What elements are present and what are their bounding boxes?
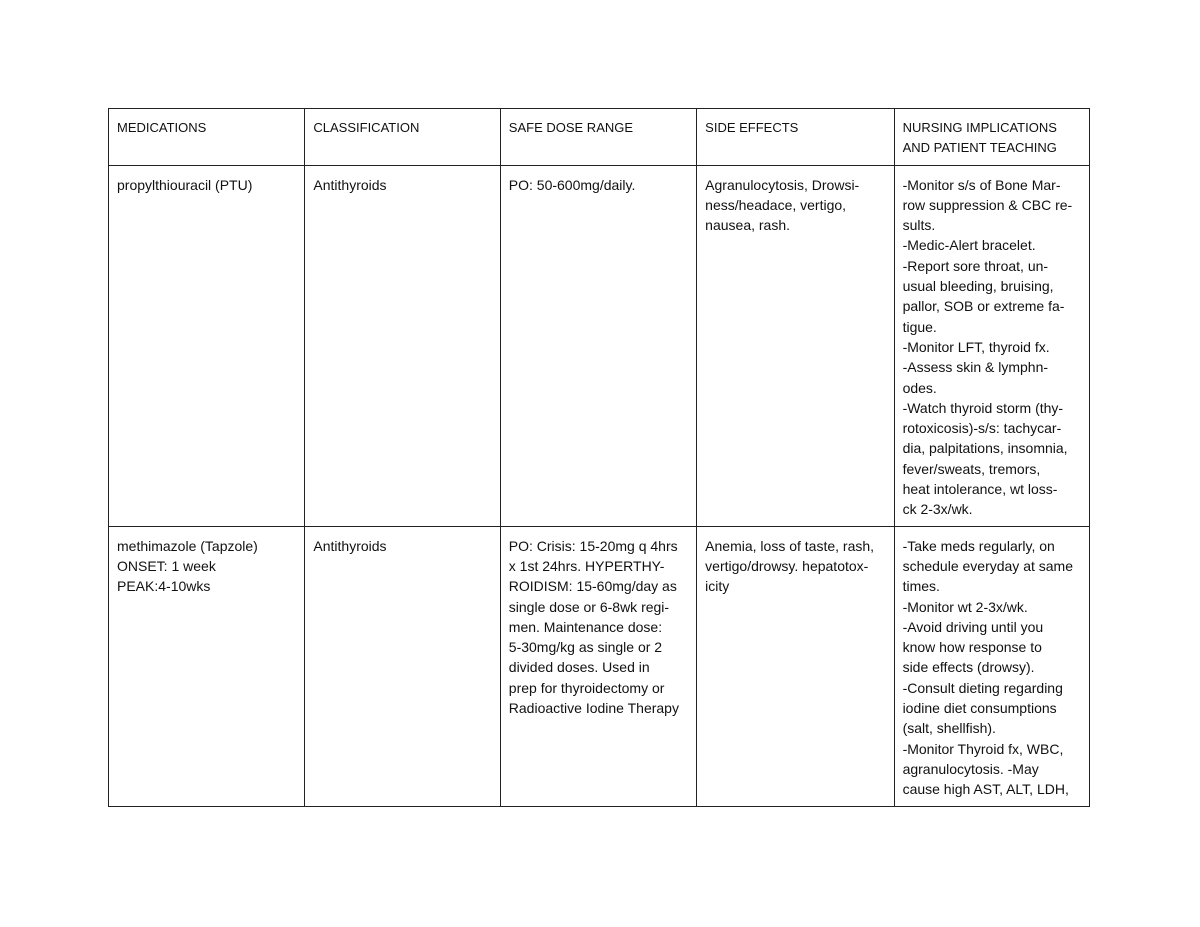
header-safe-dose-range [500, 109, 696, 166]
cell-line: vertigo/drowsy. hepatotox- [705, 557, 869, 574]
cell-line: agranulocytosis. -May [902, 760, 1039, 777]
cell-line: rotoxicosis)-s/s: tachycar- [902, 420, 1062, 437]
header-text: SIDE EFFECTS [705, 120, 799, 135]
header-classification [305, 109, 500, 166]
cell-line: cause high AST, ALT, LDH, [902, 781, 1069, 798]
cell-line: -Assess skin & lymphn- [902, 359, 1049, 376]
cell-line: Agranulocytosis, Drowsi- [705, 176, 860, 193]
header-nursing-implications [894, 109, 1089, 166]
header-text: MEDICATIONS [117, 120, 207, 135]
cell-line: propylthiouracil (PTU) [117, 176, 253, 193]
header-text: SAFE DOSE RANGE [508, 120, 634, 135]
cell-line: methimazole (Tapzole) [117, 537, 258, 554]
cell-classification [305, 165, 500, 526]
header-row [109, 109, 1090, 166]
cell-line: divided doses. Used in [508, 659, 650, 676]
cell-line: -Monitor LFT, thyroid fx. [902, 338, 1050, 355]
cell-dose [500, 526, 696, 806]
cell-line: fever/sweats, tremors, [902, 460, 1041, 477]
cell-line: nausea, rash. [705, 217, 791, 234]
medication-table [108, 108, 1090, 807]
cell-line: men. Maintenance dose: [508, 618, 663, 635]
cell-line: PO: Crisis: 15-20mg q 4hrs [508, 537, 678, 554]
cell-line: -Monitor Thyroid fx, WBC, [902, 740, 1064, 757]
cell-line: PEAK:4-10wks [117, 578, 211, 595]
cell-nursing-implications [894, 165, 1089, 526]
header-text: NURSING IMPLICATIONS [902, 120, 1057, 135]
header-text: CLASSIFICATION [313, 120, 420, 135]
cell-line: -Monitor s/s of Bone Mar- [902, 176, 1061, 193]
header-text: AND PATIENT TEACHING [902, 140, 1057, 156]
header-side-effects [697, 109, 894, 166]
cell-dose [500, 165, 696, 526]
cell-line: dia, palpitations, insomnia, [902, 440, 1068, 457]
cell-line: pallor, SOB or extreme fa- [902, 298, 1065, 315]
cell-line: ck 2-3x/wk. [902, 501, 973, 518]
cell-line: Antithyroids [313, 537, 387, 554]
cell-line: -Avoid driving until you [902, 618, 1044, 635]
cell-line: ROIDISM: 15-60mg/day as [508, 578, 677, 595]
cell-nursing-implications [894, 526, 1089, 806]
cell-line: ONSET: 1 week [117, 557, 216, 574]
cell-line: know how response to [902, 639, 1042, 656]
cell-line: Anemia, loss of taste, rash, [705, 537, 875, 554]
cell-line: prep for thyroidectomy or [508, 679, 665, 696]
cell-line: Antithyroids [313, 176, 387, 193]
cell-line: (salt, shellfish). [902, 720, 996, 737]
cell-line: heat intolerance, wt loss- [902, 481, 1058, 498]
cell-line: sults. [902, 217, 936, 234]
cell-line: -Medic-Alert bracelet. [902, 237, 1036, 254]
cell-line: times. [902, 578, 940, 595]
cell-line: 5-30mg/kg as single or 2 [508, 639, 663, 656]
cell-classification [305, 526, 500, 806]
cell-line: usual bleeding, bruising, [902, 278, 1054, 295]
header-medications [109, 109, 305, 166]
cell-line: x 1st 24hrs. HYPERTHY- [508, 557, 665, 574]
cell-medication [109, 165, 305, 526]
cell-line: row suppression & CBC re- [902, 196, 1073, 213]
cell-line: -Report sore throat, un- [902, 257, 1049, 274]
cell-medication [109, 526, 305, 806]
cell-side-effects [697, 526, 894, 806]
cell-line: -Watch thyroid storm (thy- [902, 399, 1064, 416]
cell-line: tigue. [902, 318, 937, 335]
cell-line: PO: 50-600mg/daily. [508, 176, 636, 193]
cell-line: -Monitor wt 2-3x/wk. [902, 598, 1028, 615]
cell-line: schedule everyday at same [902, 557, 1073, 574]
table-row-propylthiouracil [109, 165, 1090, 526]
cell-line: -Consult dieting regarding [902, 679, 1063, 696]
cell-line: single dose or 6-8wk regi- [508, 598, 670, 615]
cell-line: icity [705, 578, 730, 595]
cell-line: iodine diet consumptions [902, 700, 1057, 717]
cell-line: -Take meds regularly, on [902, 537, 1055, 554]
cell-line: odes. [902, 379, 937, 396]
cell-line: ness/headace, vertigo, [705, 196, 847, 213]
table-row-methimazole [109, 526, 1090, 806]
cell-side-effects [697, 165, 894, 526]
cell-line: Radioactive Iodine Therapy [508, 700, 679, 717]
cell-line: side effects (drowsy). [902, 659, 1035, 676]
